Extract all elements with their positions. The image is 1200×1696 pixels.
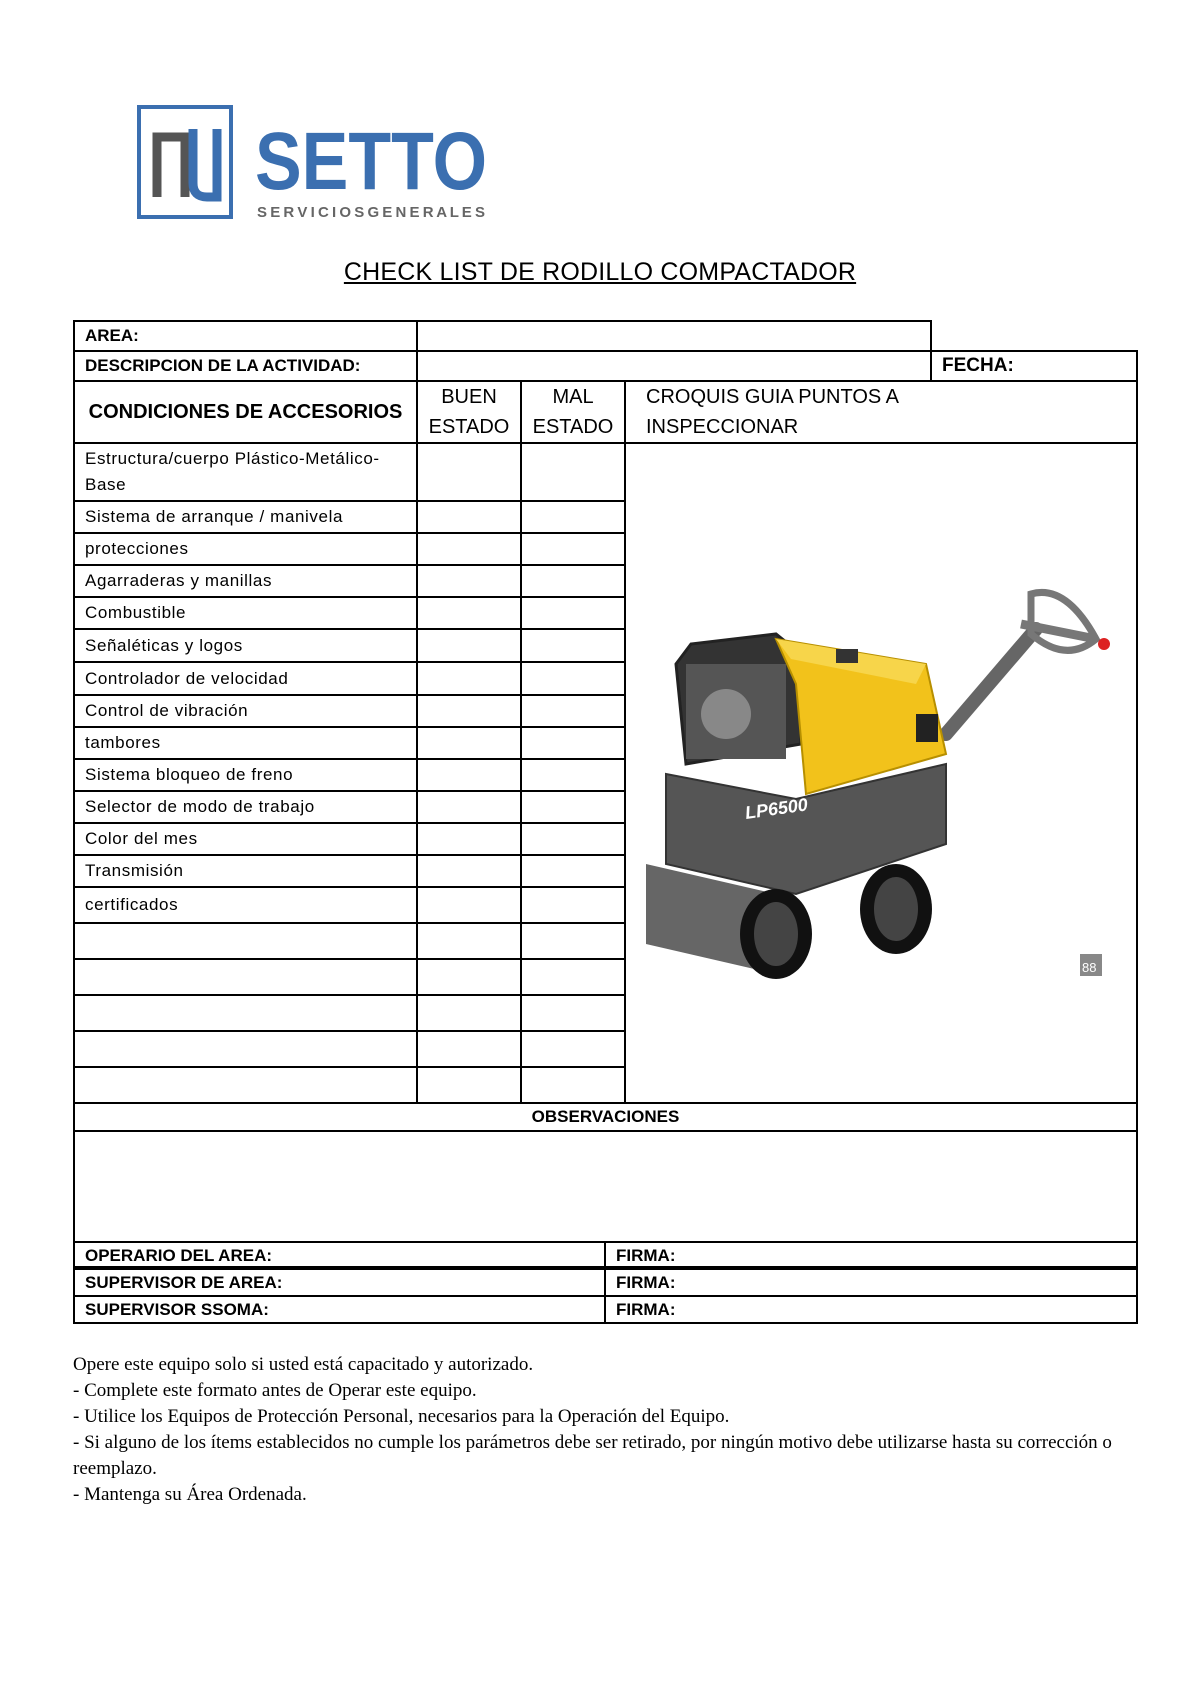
checklist-item: Transmisión (74, 855, 417, 887)
company-logo (137, 105, 497, 225)
bad-checkbox-cell[interactable] (521, 443, 625, 501)
good-checkbox-cell[interactable] (417, 1031, 521, 1067)
bad-header: MAL ESTADO (521, 381, 625, 443)
good-checkbox-cell[interactable] (417, 1067, 521, 1103)
good-checkbox-cell[interactable] (417, 959, 521, 995)
good-checkbox-cell[interactable] (417, 887, 521, 923)
good-checkbox-cell[interactable] (417, 791, 521, 823)
checklist-item (74, 1031, 417, 1067)
signature-role: SUPERVISOR SSOMA: (74, 1296, 605, 1323)
note-line: Opere este equipo solo si usted está capacitado y autorizado. (73, 1354, 534, 1375)
checklist-item (74, 923, 417, 959)
date-label[interactable]: FECHA: (931, 351, 1137, 381)
bad-checkbox-cell[interactable] (521, 823, 625, 855)
good-checkbox-cell[interactable] (417, 759, 521, 791)
svg-text:LP6500: LP6500 (743, 794, 809, 823)
checklist-item: Estructura/cuerpo Plástico-Metálico-Base (74, 443, 417, 501)
bad-checkbox-cell[interactable] (521, 1031, 625, 1067)
checklist-item (74, 959, 417, 995)
good-checkbox-cell[interactable] (417, 695, 521, 727)
checklist-item: Señaléticas y logos (74, 629, 417, 662)
signature-field[interactable]: FIRMA: (605, 1269, 1137, 1296)
checklist-item: Sistema bloqueo de freno (74, 759, 417, 791)
checklist-item: certificados (74, 887, 417, 923)
checklist-item: Agarraderas y manillas (74, 565, 417, 597)
good-header: BUEN ESTADO (417, 381, 521, 443)
bad-checkbox-cell[interactable] (521, 629, 625, 662)
signature-role: OPERARIO DEL AREA: (74, 1242, 605, 1269)
instructions (73, 1352, 1136, 1508)
checklist-table (73, 320, 1138, 1268)
good-checkbox-cell[interactable] (417, 855, 521, 887)
page-title: CHECK LIST DE RODILLO COMPACTADOR (343, 258, 857, 286)
signature-field[interactable]: FIRMA: (605, 1242, 1137, 1269)
bad-checkbox-cell[interactable] (521, 759, 625, 791)
svg-text:SETTO: SETTO (255, 116, 487, 207)
checklist-item: protecciones (74, 533, 417, 565)
checklist-item: Selector de modo de trabajo (74, 791, 417, 823)
good-checkbox-cell[interactable] (417, 501, 521, 533)
bad-checkbox-cell[interactable] (521, 855, 625, 887)
bad-checkbox-cell[interactable] (521, 923, 625, 959)
note-line: - Complete este formato antes de Operar este equipo. (73, 1380, 477, 1401)
checklist-item (74, 1067, 417, 1103)
bad-checkbox-cell[interactable] (521, 995, 625, 1031)
bad-checkbox-cell[interactable] (521, 727, 625, 759)
signature-table (73, 1241, 1138, 1324)
activity-label: DESCRIPCION DE LA ACTIVIDAD: (74, 351, 417, 381)
bad-checkbox-cell[interactable] (521, 791, 625, 823)
bad-checkbox-cell[interactable] (521, 695, 625, 727)
checklist-item: Controlador de velocidad (74, 662, 417, 695)
machine-sketch (625, 443, 1137, 1103)
signature-field[interactable]: FIRMA: (605, 1296, 1137, 1323)
good-checkbox-cell[interactable] (417, 597, 521, 629)
svg-text:S E R V I C I O S G E N E R: S E R V I C I O S G E N E R A L E S (257, 204, 485, 221)
note-line: - Si alguno de los ítems establecidos no cumple los parámetros debe ser retirado, por ningún motivo debe utilizarse hasta su corrección o reemplazo. (73, 1432, 1112, 1479)
sketch-header: CROQUIS GUIA PUNTOS A INSPECCIONAR (625, 381, 1137, 443)
good-checkbox-cell[interactable] (417, 443, 521, 501)
activity-field[interactable] (417, 351, 931, 381)
checklist-item: Color del mes (74, 823, 417, 855)
good-checkbox-cell[interactable] (417, 823, 521, 855)
good-checkbox-cell[interactable] (417, 662, 521, 695)
signature-role: SUPERVISOR DE AREA: (74, 1269, 605, 1296)
roller-compactor-image (626, 444, 1138, 1074)
checklist-item: tambores (74, 727, 417, 759)
good-checkbox-cell[interactable] (417, 565, 521, 597)
conditions-header: CONDICIONES DE ACCESORIOS (74, 381, 417, 443)
bad-checkbox-cell[interactable] (521, 959, 625, 995)
area-field[interactable] (417, 321, 931, 351)
bad-checkbox-cell[interactable] (521, 887, 625, 923)
observations-title: OBSERVACIONES (74, 1103, 1137, 1131)
good-checkbox-cell[interactable] (417, 995, 521, 1031)
checklist-item: Control de vibración (74, 695, 417, 727)
checklist-item: Sistema de arranque / manivela (74, 501, 417, 533)
checklist-item: Combustible (74, 597, 417, 629)
bad-checkbox-cell[interactable] (521, 662, 625, 695)
bad-checkbox-cell[interactable] (521, 597, 625, 629)
bad-checkbox-cell[interactable] (521, 501, 625, 533)
good-checkbox-cell[interactable] (417, 533, 521, 565)
checklist-item (74, 995, 417, 1031)
bad-checkbox-cell[interactable] (521, 1067, 625, 1103)
good-checkbox-cell[interactable] (417, 923, 521, 959)
area-label: AREA: (74, 321, 417, 351)
bad-checkbox-cell[interactable] (521, 565, 625, 597)
good-checkbox-cell[interactable] (417, 629, 521, 662)
note-line: - Utilice los Equipos de Protección Personal, necesarios para la Operación del Equipo. (73, 1406, 730, 1427)
bad-checkbox-cell[interactable] (521, 533, 625, 565)
good-checkbox-cell[interactable] (417, 727, 521, 759)
note-line: - Mantenga su Área Ordenada. (73, 1484, 307, 1505)
svg-text:88: 88 (1082, 960, 1097, 975)
